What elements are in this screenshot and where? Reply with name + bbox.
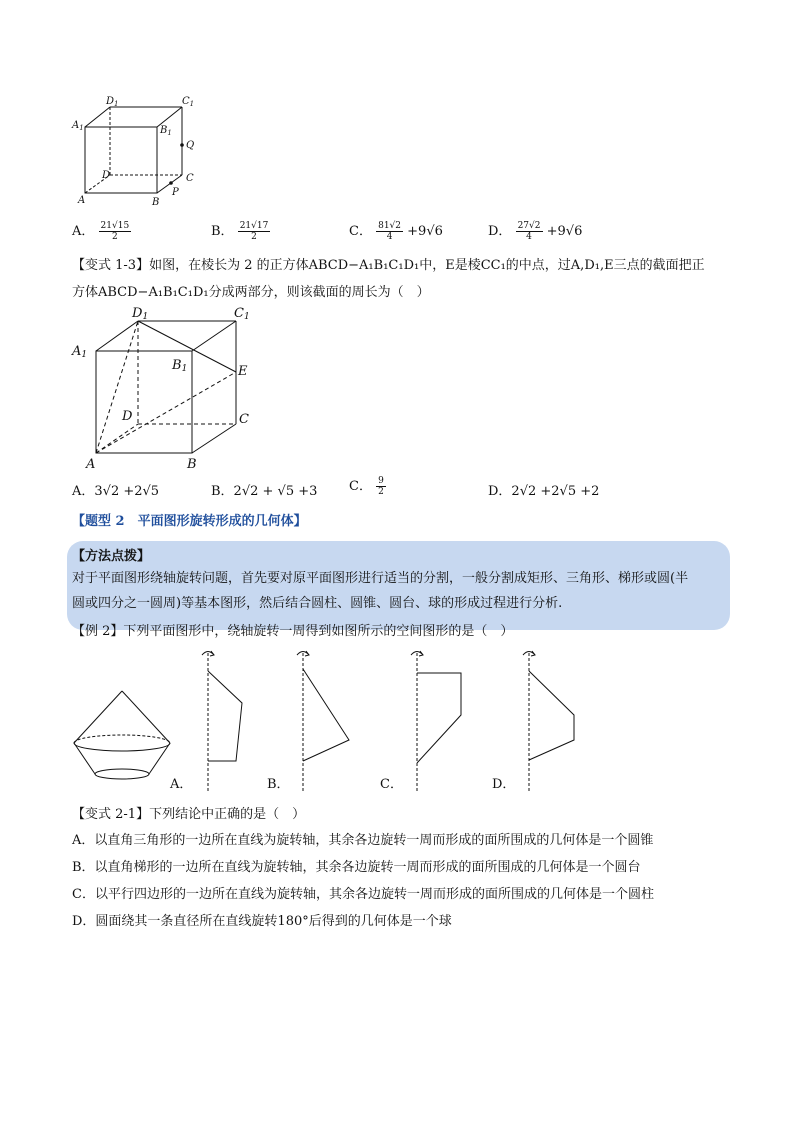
q21-stem: 【变式 2-1】下列结论中正确的是（ ） [72, 807, 306, 822]
example2-option-b[interactable]: B． [267, 777, 290, 792]
example2-option-a[interactable]: A． [170, 777, 193, 792]
example2-option-c[interactable]: C． [380, 777, 403, 792]
q21-option-a[interactable]: A．以直角三角形的一边所在直线为旋转轴，其余各边旋转一周而形成的面所围成的几何体是一个圆锥 [72, 833, 654, 848]
label-p: P [172, 187, 179, 198]
label-a1: $A_1$ [72, 120, 84, 132]
option-d[interactable]: D． $\frac{27√2}{4}$ +9√6 [488, 221, 583, 242]
cube-figure-pq [70, 95, 210, 210]
label-d: D [102, 170, 111, 181]
q13-option-b[interactable]: B．2√2 + √5 +3 [211, 484, 318, 499]
label2-b1: B1 [172, 358, 188, 374]
q13-option-c[interactable]: C． $\frac{9}{2}$ [349, 476, 384, 497]
label-c: C [186, 173, 194, 184]
label2-d1: D1 [132, 306, 149, 322]
q13-line2: 方体ABCD−A₁B₁C₁D₁分成两部分，则该截面的周长为（ ） [72, 285, 430, 300]
option-c[interactable]: C． $\frac{81√2}{4}$ +9√6 [349, 221, 443, 242]
label2-e: E [238, 364, 248, 379]
label2-a: A [86, 457, 96, 472]
label-d1: $D_1$ [106, 96, 119, 108]
rotation-figure-a[interactable] [196, 645, 266, 795]
example2-stem: 【例 2】下列平面图形中，绕轴旋转一周得到如图所示的空间图形的是（ ） [72, 624, 514, 639]
q21-option-d[interactable]: D．圆面绕其一条直径所在直线旋转180°后得到的几何体是一个球 [72, 914, 452, 929]
rotation-figure-c[interactable] [405, 645, 475, 795]
cube-figure-section [70, 303, 260, 473]
label2-c: C [239, 412, 249, 427]
method-line1: 对于平面图形绕轴旋转问题，首先要对原平面图形进行适当的分割，一般分割成矩形、三角形、梯形或圆(半 [72, 571, 689, 586]
rotation-figure-d[interactable] [517, 645, 587, 795]
label-c1: $C_1$ [182, 96, 195, 108]
q21-option-c[interactable]: C．以平行四边形的一边所在直线为旋转轴，其余各边旋转一周而形成的面所围成的几何体是一个圆柱 [72, 887, 654, 902]
label2-d: D [122, 409, 133, 424]
method-title: 【方法点拨】 [72, 549, 151, 564]
example2-option-d[interactable]: D． [492, 777, 516, 792]
q13-line1: 【变式 1-3】如图，在棱长为 2 的正方体ABCD−A₁B₁C₁D₁中，E是棱CC₁的中点，过A,D₁,E三点的截面把正 [72, 258, 705, 273]
option-a[interactable]: A． $\frac{21√15}{2}$ [72, 221, 130, 242]
section-heading: 【题型 2 平面图形旋转形成的几何体】 [72, 514, 307, 529]
q13-option-d[interactable]: D．2√2 +2√5 +2 [488, 484, 600, 499]
label-q: Q [186, 140, 195, 151]
rotation-figure-b[interactable] [291, 645, 361, 795]
label-b: B [152, 197, 160, 208]
solid-figure [70, 688, 180, 788]
method-line2: 圆或四分之一圆周)等基本图形，然后结合圆柱、圆锥、圆台、球的形成过程进行分析. [72, 596, 563, 611]
label-a: A [78, 195, 86, 206]
label2-a1: A1 [72, 344, 88, 360]
label2-b: B [187, 457, 197, 472]
q21-option-b[interactable]: B．以直角梯形的一边所在直线为旋转轴，其余各边旋转一周而形成的面所围成的几何体是一个圆台 [72, 860, 641, 875]
q13-option-a[interactable]: A．3√2 +2√5 [72, 484, 160, 499]
option-b[interactable]: B． $\frac{21√17}{2}$ [211, 221, 269, 242]
label-b1: $B_1$ [160, 125, 172, 137]
label2-c1: C1 [234, 306, 250, 322]
